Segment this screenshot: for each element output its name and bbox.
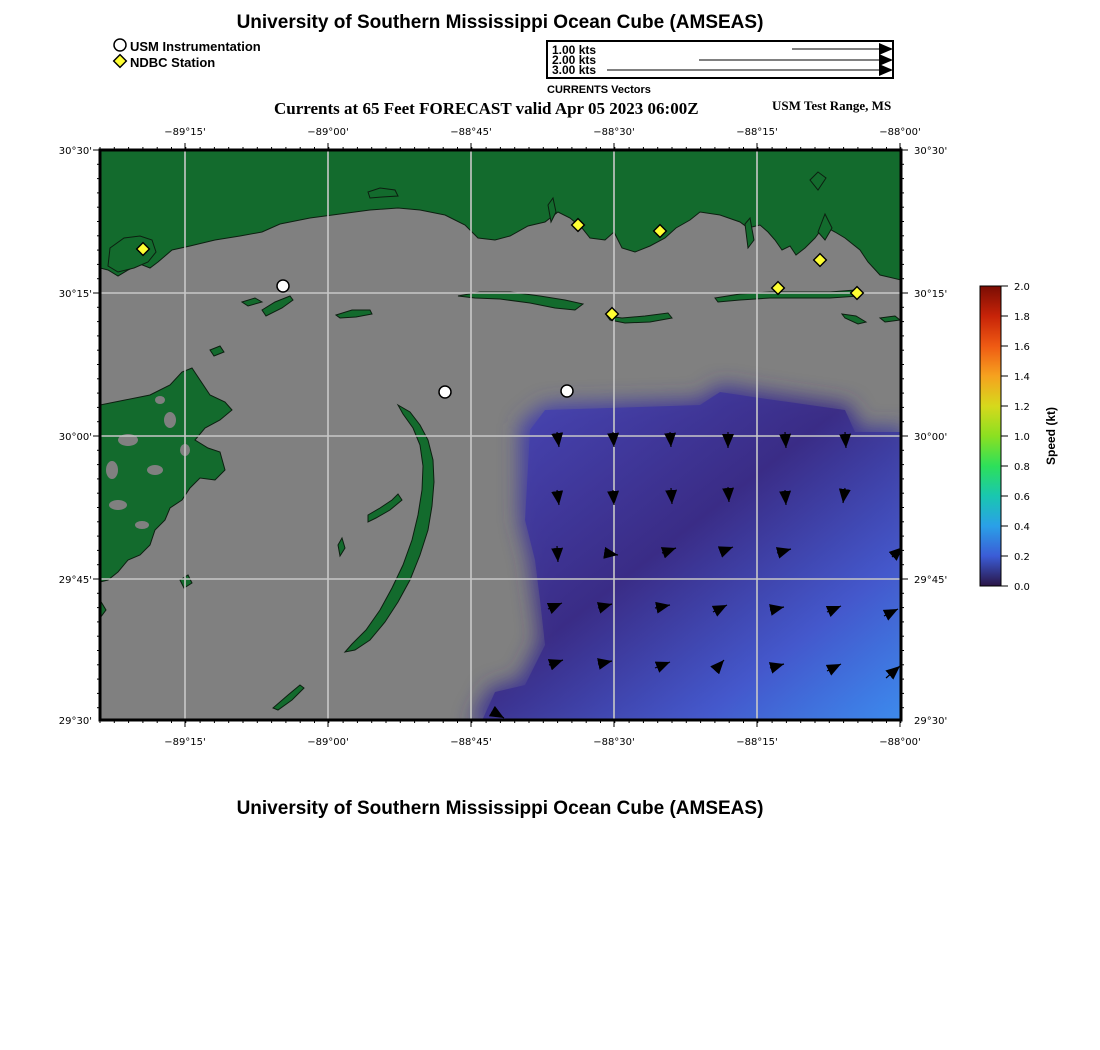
right-axis-labels bbox=[914, 146, 947, 727]
colorbar-tick-label: 1.4 bbox=[1014, 372, 1030, 383]
vector-key-label: 1.00 kts bbox=[552, 43, 597, 57]
region-label: USM Test Range, MS bbox=[772, 98, 892, 113]
bottom-tick-label: −88°30' bbox=[593, 737, 635, 748]
left-lat-label: 30°00' bbox=[58, 432, 92, 443]
right-lat-label: 30°15' bbox=[914, 289, 948, 300]
left-lat-label: 29°45' bbox=[58, 575, 92, 586]
vector-key-label: 2.00 kts bbox=[552, 53, 597, 67]
colorbar-tick-label: 1.6 bbox=[1014, 342, 1030, 353]
colorbar-gradient bbox=[980, 286, 1001, 586]
colorbar-tick-label: 0.4 bbox=[1014, 522, 1030, 533]
colorbar-tick-label: 0.0 bbox=[1014, 582, 1030, 593]
top-tick-label: −88°15' bbox=[736, 127, 778, 138]
colorbar-tick-label: 0.6 bbox=[1014, 492, 1030, 503]
colorbar-tick-label: 1.8 bbox=[1014, 312, 1030, 323]
speed-colorbar bbox=[980, 282, 1058, 593]
colorbar-tick-label: 0.2 bbox=[1014, 552, 1030, 563]
right-lat-label: 30°00' bbox=[914, 432, 948, 443]
right-lat-label: 29°30' bbox=[914, 716, 948, 727]
bottom-tick-label: −89°00' bbox=[307, 737, 349, 748]
bottom-tick-label: −89°15' bbox=[164, 737, 206, 748]
top-tick-label: −88°00' bbox=[879, 127, 921, 138]
left-axis-labels bbox=[59, 146, 92, 727]
top-axis-labels bbox=[164, 127, 921, 138]
usm-instrument-marker bbox=[277, 280, 289, 292]
ndbc-legend-label: NDBC Station bbox=[130, 54, 216, 70]
bottom-tick-label: −88°00' bbox=[879, 737, 921, 748]
right-lat-label: 30°30' bbox=[914, 146, 948, 157]
vector-key-box bbox=[546, 40, 894, 79]
map-body bbox=[100, 150, 905, 725]
marker-legend bbox=[112, 38, 261, 70]
usm-instrument-marker bbox=[561, 385, 573, 397]
footer-title: University of Southern Mississippi Ocean Cube (AMSEAS) bbox=[236, 798, 764, 819]
right-lat-label: 29°45' bbox=[914, 575, 948, 586]
colorbar-tick-label: 2.0 bbox=[1014, 282, 1030, 293]
usm-instrument-marker bbox=[439, 386, 451, 398]
top-tick-label: −88°45' bbox=[450, 127, 492, 138]
vector-key-caption: CURRENTS Vectors bbox=[547, 84, 651, 96]
top-tick-label: −88°30' bbox=[593, 127, 635, 138]
usm-legend-label: USM Instrumentation bbox=[130, 38, 261, 54]
left-lat-label: 30°30' bbox=[58, 146, 92, 157]
bottom-axis-labels bbox=[164, 737, 921, 748]
top-tick-label: −89°00' bbox=[307, 127, 349, 138]
colorbar-title: Speed (kt) bbox=[1044, 406, 1058, 466]
page-title: University of Southern Mississippi Ocean Cube (AMSEAS) bbox=[236, 12, 764, 33]
forecast-subtitle: Currents at 65 Feet FORECAST valid Apr 05 2023 06:00Z bbox=[274, 99, 699, 118]
vector-key-label: 3.00 kts bbox=[552, 63, 597, 77]
top-tick-label: −89°15' bbox=[164, 127, 206, 138]
left-lat-label: 29°30' bbox=[58, 716, 92, 727]
left-lat-label: 30°15' bbox=[58, 289, 92, 300]
bottom-tick-label: −88°15' bbox=[736, 737, 778, 748]
colorbar-tick-label: 1.0 bbox=[1014, 432, 1030, 443]
colorbar-tick-label: 0.8 bbox=[1014, 462, 1030, 473]
colorbar-tick-label: 1.2 bbox=[1014, 402, 1030, 413]
bottom-tick-label: −88°45' bbox=[450, 737, 492, 748]
